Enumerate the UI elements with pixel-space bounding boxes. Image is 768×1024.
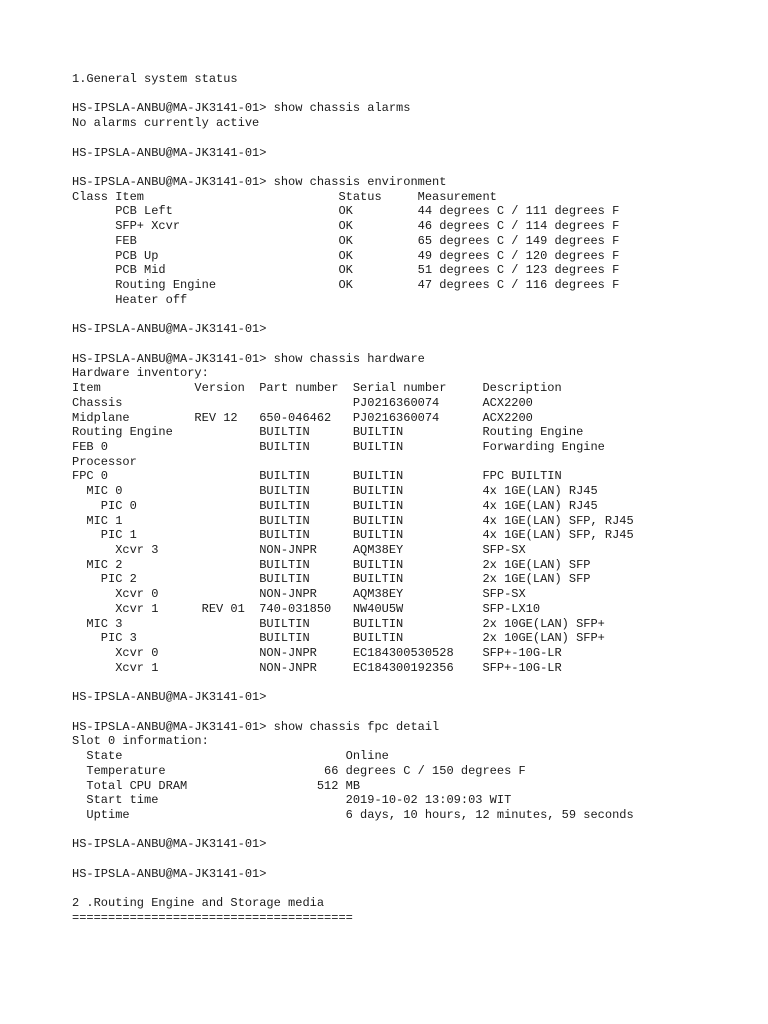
- text-line: PIC 3 BUILTIN BUILTIN 2x 10GE(LAN) SFP+: [72, 631, 605, 646]
- text-line: PIC 1 BUILTIN BUILTIN 4x 1GE(LAN) SFP, RJ45: [72, 528, 634, 543]
- text-line: PIC 0 BUILTIN BUILTIN 4x 1GE(LAN) RJ45: [72, 498, 598, 513]
- text-line: Total CPU DRAM 512 MB: [72, 778, 361, 793]
- text-line: HS-IPSLA-ANBU@MA-JK3141-01>: [72, 322, 267, 337]
- text-line: Class Item Status Measurement: [72, 189, 497, 204]
- text-line: PCB Mid OK 51 degrees C / 123 degrees F: [72, 263, 620, 278]
- text-line: PIC 2 BUILTIN BUILTIN 2x 1GE(LAN) SFP: [72, 572, 591, 587]
- text-line: 1.General system status: [72, 72, 238, 86]
- text-line: [72, 160, 752, 175]
- text-line: [72, 308, 752, 323]
- text-line: [72, 675, 752, 690]
- text-line: Xcvr 0 NON-JNPR AQM38EY SFP-SX: [72, 587, 526, 602]
- text-line: Uptime 6 days, 10 hours, 12 minutes, 59 seconds: [72, 807, 634, 822]
- text-line: =======================================: [72, 910, 353, 925]
- text-line: HS-IPSLA-ANBU@MA-JK3141-01>: [72, 690, 267, 705]
- text-line: HS-IPSLA-ANBU@MA-JK3141-01>: [72, 837, 267, 852]
- text-line: HS-IPSLA-ANBU@MA-JK3141-01> show chassis fpc detail: [72, 719, 440, 734]
- document-text: [72, 72, 752, 926]
- text-line: FEB 0 BUILTIN BUILTIN Forwarding Engine: [72, 439, 605, 454]
- text-line: Temperature 66 degrees C / 150 degrees F: [72, 763, 526, 778]
- text-line: [72, 87, 752, 102]
- text-line: Chassis PJ0216360074 ACX2200: [72, 395, 533, 410]
- text-line: Routing Engine BUILTIN BUILTIN Routing Engine: [72, 425, 584, 440]
- text-line: Routing Engine OK 47 degrees C / 116 degrees F: [72, 278, 620, 293]
- text-line: Processor: [72, 454, 137, 469]
- text-line: HS-IPSLA-ANBU@MA-JK3141-01>: [72, 145, 267, 160]
- text-line: HS-IPSLA-ANBU@MA-JK3141-01> show chassis environment: [72, 175, 447, 190]
- text-line: [72, 337, 752, 352]
- text-line: Midplane REV 12 650-046462 PJ0216360074 ACX2200: [72, 410, 533, 425]
- text-line: Slot 0 information:: [72, 734, 209, 749]
- text-line: FPC 0 BUILTIN BUILTIN FPC BUILTIN: [72, 469, 562, 484]
- text-line: PCB Left OK 44 degrees C / 111 degrees F: [72, 204, 620, 219]
- text-line: [72, 131, 752, 146]
- text-line: Start time 2019-10-02 13:09:03 WIT: [72, 793, 512, 808]
- text-line: Xcvr 1 REV 01 740-031850 NW40U5W SFP-LX10: [72, 601, 541, 616]
- text-line: HS-IPSLA-ANBU@MA-JK3141-01>: [72, 866, 267, 881]
- text-line: HS-IPSLA-ANBU@MA-JK3141-01> show chassis alarms: [72, 101, 411, 116]
- text-line: [72, 852, 752, 867]
- text-line: Xcvr 1 NON-JNPR EC184300192356 SFP+-10G-LR: [72, 660, 562, 675]
- text-line: Xcvr 3 NON-JNPR AQM38EY SFP-SX: [72, 543, 526, 557]
- text-line: No alarms currently active: [72, 116, 260, 131]
- text-line: MIC 3 BUILTIN BUILTIN 2x 10GE(LAN) SFP+: [72, 616, 605, 631]
- text-line: Heater off: [72, 292, 188, 307]
- text-line: State Online: [72, 749, 389, 764]
- text-line: 2 .Routing Engine and Storage media: [72, 896, 325, 911]
- text-line: PCB Up OK 49 degrees C / 120 degrees F: [72, 248, 620, 263]
- text-line: [72, 882, 752, 897]
- text-line: MIC 0 BUILTIN BUILTIN 4x 1GE(LAN) RJ45: [72, 484, 598, 499]
- text-line: Xcvr 0 NON-JNPR EC184300530528 SFP+-10G-LR: [72, 646, 562, 661]
- text-line: [72, 823, 752, 838]
- text-line: SFP+ Xcvr OK 46 degrees C / 114 degrees F: [72, 219, 620, 234]
- text-line: [72, 705, 752, 720]
- text-line: Hardware inventory:: [72, 366, 209, 381]
- text-line: Item Version Part number Serial number Description: [72, 381, 562, 396]
- text-line: MIC 1 BUILTIN BUILTIN 4x 1GE(LAN) SFP, RJ45: [72, 513, 634, 528]
- text-line: HS-IPSLA-ANBU@MA-JK3141-01> show chassis hardware: [72, 351, 425, 366]
- text-line: FEB OK 65 degrees C / 149 degrees F: [72, 233, 620, 248]
- text-line: MIC 2 BUILTIN BUILTIN 2x 1GE(LAN) SFP: [72, 557, 591, 572]
